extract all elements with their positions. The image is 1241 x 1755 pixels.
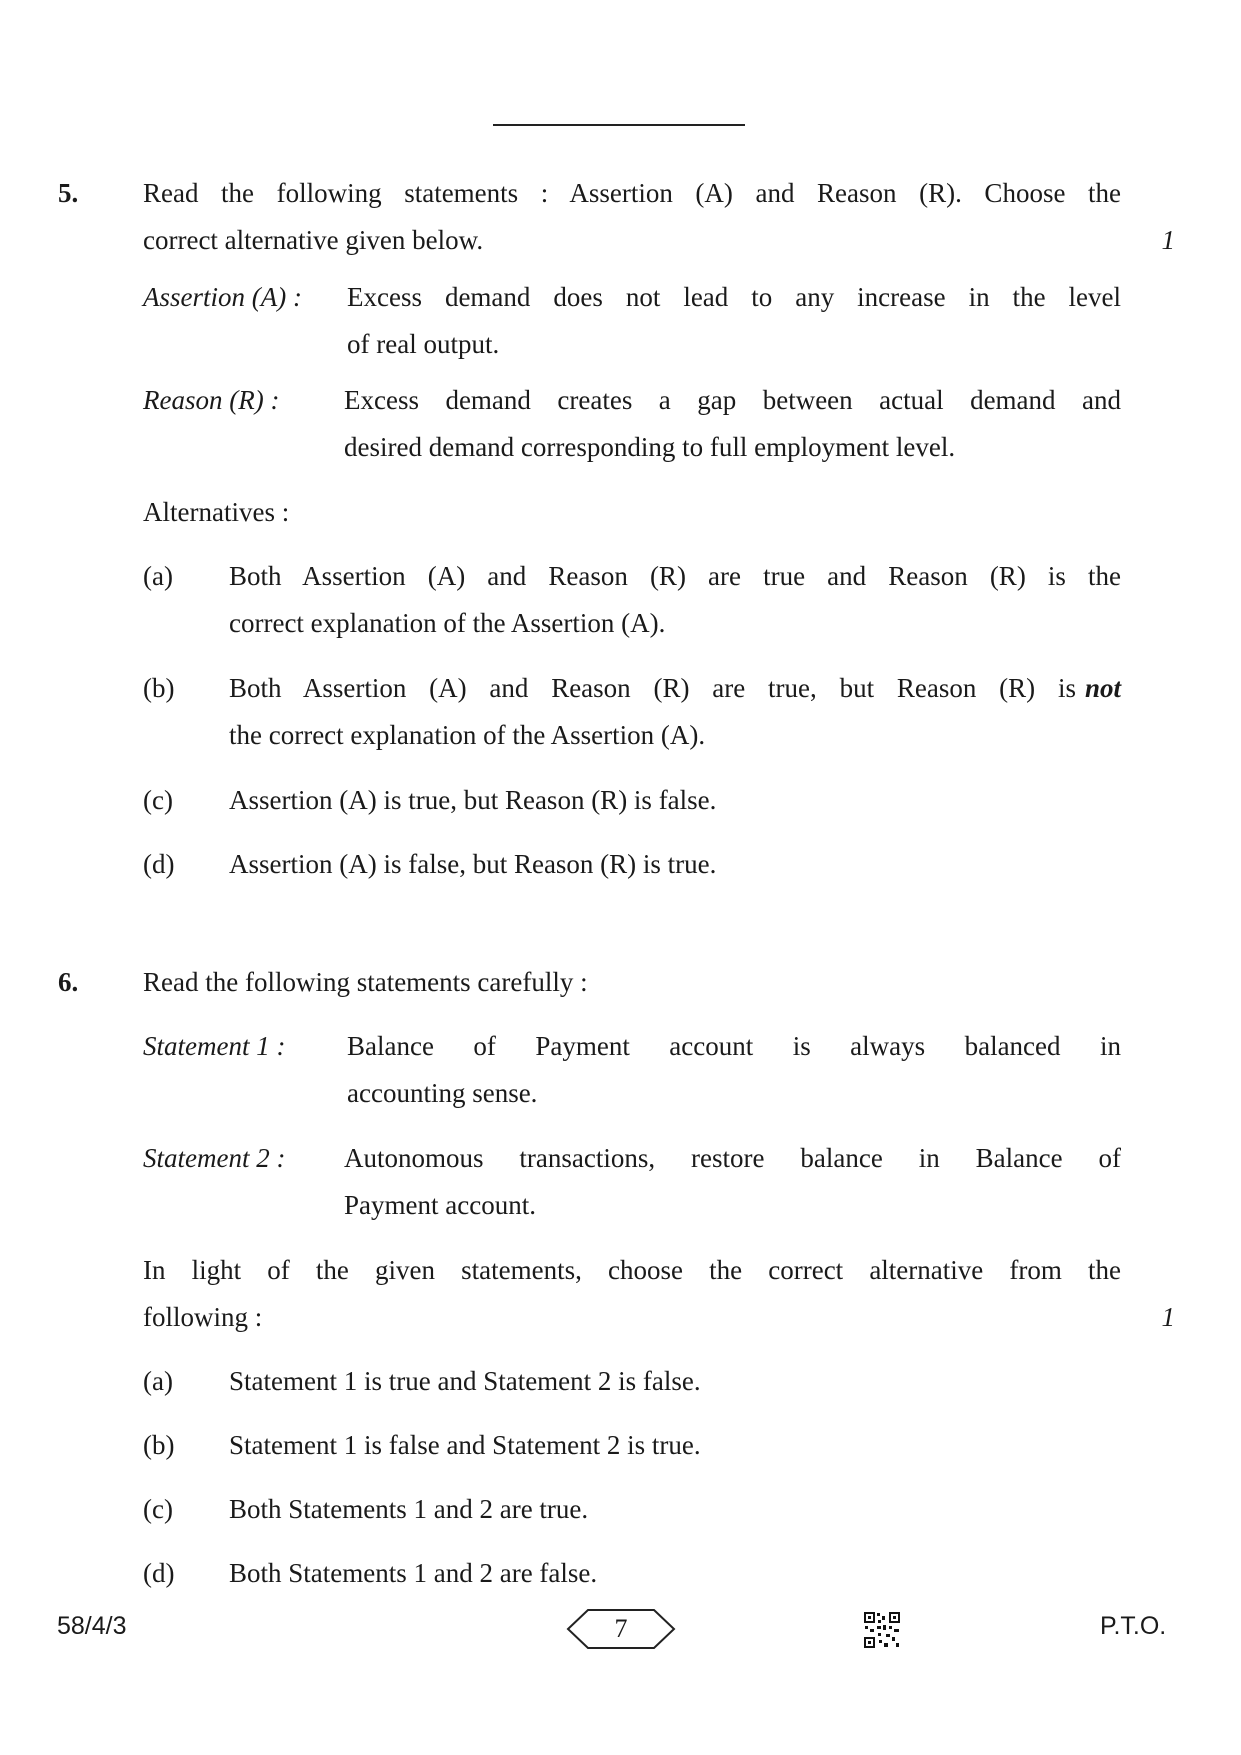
q6-option-d-label: (d)	[143, 1558, 175, 1588]
question-5-intro-line1: Read the following statements : Assertion (A) and Reason (R). Choose the	[143, 178, 1121, 208]
q5-option-d-text: Assertion (A) is false, but Reason (R) is true.	[229, 849, 717, 879]
question-6-prompt-line2: following :	[143, 1302, 263, 1332]
q5-option-c-label: (c)	[143, 785, 173, 815]
top-divider	[493, 124, 745, 126]
q5-option-a-line2: correct explanation of the Assertion (A).	[229, 608, 666, 638]
alternatives-label: Alternatives :	[143, 497, 290, 527]
q6-option-c-text: Both Statements 1 and 2 are true.	[229, 1494, 589, 1524]
q6-option-d-text: Both Statements 1 and 2 are false.	[229, 1558, 598, 1588]
question-6-prompt-line1: In light of the given statements, choose the correct alternative from the	[143, 1255, 1121, 1285]
statement-2-line1: Autonomous transactions, restore balance in Balance of	[344, 1143, 1121, 1173]
q5-option-b-line1-text: Both Assertion (A) and Reason (R) are true, but Reason (R) is	[229, 673, 1076, 703]
statement-1-line1: Balance of Payment account is always balanced in	[347, 1031, 1121, 1061]
q5-option-b-label: (b)	[143, 673, 175, 703]
q6-option-b-label: (b)	[143, 1430, 175, 1460]
assertion-line1: Excess demand does not lead to any increase in the level	[347, 282, 1121, 312]
q5-option-b-emphasis: not	[1084, 673, 1121, 703]
question-5-marks: 1	[1161, 225, 1175, 255]
page-number: 7	[614, 1614, 628, 1643]
q6-option-c-label: (c)	[143, 1494, 173, 1524]
q6-option-a-label: (a)	[143, 1366, 173, 1396]
question-6-number: 6.	[58, 967, 79, 997]
please-turn-over: P.T.O.	[1100, 1612, 1167, 1640]
paper-code: 58/4/3	[57, 1612, 127, 1640]
reason-label: Reason (R) :	[143, 385, 280, 415]
assertion-label: Assertion (A) :	[143, 282, 302, 312]
q5-option-b-line2: the correct explanation of the Assertion (A).	[229, 720, 706, 750]
q5-option-a-label: (a)	[143, 561, 173, 591]
question-5-intro-line2: correct alternative given below.	[143, 225, 484, 255]
q5-option-c-text: Assertion (A) is true, but Reason (R) is false.	[229, 785, 717, 815]
q6-option-a-text: Statement 1 is true and Statement 2 is false.	[229, 1366, 701, 1396]
statement-1-line2: accounting sense.	[347, 1078, 538, 1108]
q5-option-a-line1: Both Assertion (A) and Reason (R) are true and Reason (R) is the	[229, 561, 1121, 591]
question-6-intro: Read the following statements carefully :	[143, 967, 588, 997]
question-6-marks: 1	[1161, 1302, 1175, 1332]
q6-option-b-text: Statement 1 is false and Statement 2 is true.	[229, 1430, 701, 1460]
statement-2-label: Statement 2 :	[143, 1143, 286, 1173]
question-5-number: 5.	[58, 178, 79, 208]
statement-2-line2: Payment account.	[344, 1190, 536, 1220]
reason-line1: Excess demand creates a gap between actual demand and	[344, 385, 1121, 415]
qr-code-icon	[864, 1612, 900, 1648]
q5-option-d-label: (d)	[143, 849, 175, 879]
page-number-badge	[566, 1608, 676, 1650]
q5-option-b-line1	[229, 665, 1121, 712]
assertion-line2: of real output.	[347, 329, 500, 359]
reason-line2: desired demand corresponding to full employment level.	[344, 432, 956, 462]
statement-1-label: Statement 1 :	[143, 1031, 286, 1061]
